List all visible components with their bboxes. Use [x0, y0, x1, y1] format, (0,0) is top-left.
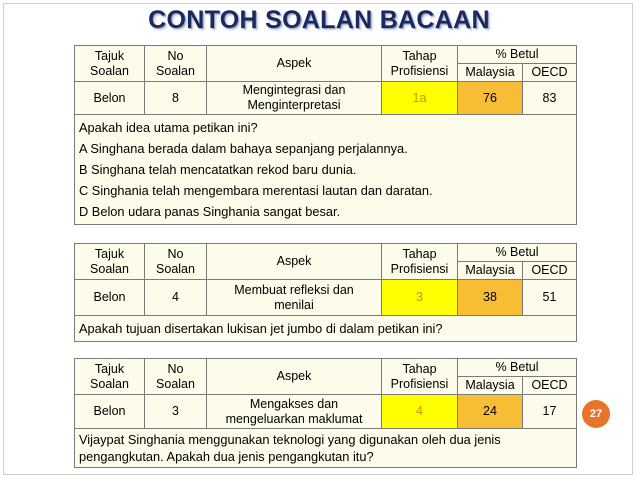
header-tahap-line1: Tahap [402, 361, 437, 376]
aspek-line1: Membuat refleksi dan [234, 282, 354, 297]
question-table-3 [74, 358, 577, 468]
header-no-line2: Soalan [156, 63, 195, 78]
header-oecd: OECD [523, 377, 577, 395]
header-betul: % Betul [458, 244, 577, 262]
aspek-line2: mengeluarkan maklumat [225, 411, 363, 426]
header-tajuk-line1: Tajuk [94, 246, 125, 261]
header-aspek: Aspek [207, 46, 382, 82]
header-no-soalan [145, 244, 207, 280]
header-no-line2: Soalan [156, 261, 195, 276]
cell-oecd: 17 [523, 395, 577, 429]
question-text [75, 429, 577, 468]
cell-aspek [207, 82, 382, 115]
page-number-badge: 27 [582, 400, 610, 428]
header-tahap-profisiensi [382, 46, 458, 82]
header-malaysia: Malaysia [458, 377, 523, 395]
cell-no: 3 [145, 395, 207, 429]
question-table-1 [74, 45, 577, 225]
option-a: A Singhana berada dalam bahaya sepanjang perjalannya. [79, 141, 408, 156]
cell-oecd: 51 [523, 280, 577, 316]
cell-malaysia: 76 [458, 82, 523, 115]
cell-no: 4 [145, 280, 207, 316]
header-tajuk-line2: Soalan [90, 261, 129, 276]
question-line: Apakah tujuan disertakan lukisan jet jumbo di dalam petikan ini? [79, 321, 443, 336]
option-c: C Singhania telah mengembara merentasi lautan dan daratan. [79, 183, 433, 198]
question-line: pengangkutan. Apakah dua jenis pengangkutan itu? [79, 449, 374, 464]
header-aspek: Aspek [207, 244, 382, 280]
header-no-soalan [145, 359, 207, 395]
header-malaysia: Malaysia [458, 64, 523, 82]
header-tajuk-soalan [75, 359, 145, 395]
cell-oecd: 83 [523, 82, 577, 115]
header-no-line2: Soalan [156, 376, 195, 391]
header-tajuk-line1: Tajuk [94, 361, 125, 376]
header-no-line1: No [167, 246, 184, 261]
header-tajuk-soalan [75, 244, 145, 280]
slide-title: CONTOH SOALAN BACAAN [148, 6, 490, 34]
header-tahap-line1: Tahap [402, 48, 437, 63]
header-no-line1: No [167, 361, 184, 376]
option-b: B Singhana telah mencatatkan rekod baru dunia. [79, 162, 357, 177]
header-tahap-profisiensi [382, 359, 458, 395]
header-tahap-line2: Profisiensi [390, 63, 449, 78]
header-tahap-profisiensi [382, 244, 458, 280]
header-tajuk-line1: Tajuk [94, 48, 125, 63]
question-line: Vijaypat Singhania menggunakan teknologi yang digunakan oleh dua jenis [79, 432, 501, 447]
aspek-line2: Menginterpretasi [247, 98, 341, 112]
question-text [75, 115, 577, 225]
aspek-line1: Mengakses dan [249, 396, 339, 411]
header-oecd: OECD [523, 64, 577, 82]
aspek-line2: menilai [274, 297, 314, 312]
header-tahap-line1: Tahap [402, 246, 437, 261]
header-tajuk-soalan [75, 46, 145, 82]
cell-tahap: 3 [382, 280, 458, 316]
header-aspek: Aspek [207, 359, 382, 395]
question-text [75, 316, 577, 342]
header-oecd: OECD [523, 262, 577, 280]
aspek-line1: Mengintegrasi dan [242, 83, 346, 97]
cell-no: 8 [145, 82, 207, 115]
cell-malaysia: 24 [458, 395, 523, 429]
cell-aspek [207, 280, 382, 316]
question-line: Apakah idea utama petikan ini? [79, 120, 258, 135]
question-table-2 [74, 243, 577, 342]
cell-tahap: 1a [382, 82, 458, 115]
header-tajuk-line2: Soalan [90, 376, 129, 391]
option-d: D Belon udara panas Singhania sangat besar. [79, 204, 341, 219]
cell-aspek [207, 395, 382, 429]
header-betul: % Betul [458, 359, 577, 377]
header-malaysia: Malaysia [458, 262, 523, 280]
cell-tajuk: Belon [75, 280, 145, 316]
cell-tajuk: Belon [75, 82, 145, 115]
cell-tajuk: Belon [75, 395, 145, 429]
cell-malaysia: 38 [458, 280, 523, 316]
header-no-soalan [145, 46, 207, 82]
header-tahap-line2: Profisiensi [390, 376, 449, 391]
cell-tahap: 4 [382, 395, 458, 429]
header-tahap-line2: Profisiensi [390, 261, 449, 276]
header-tajuk-line2: Soalan [90, 63, 129, 78]
header-betul: % Betul [458, 46, 577, 64]
header-no-line1: No [167, 48, 184, 63]
